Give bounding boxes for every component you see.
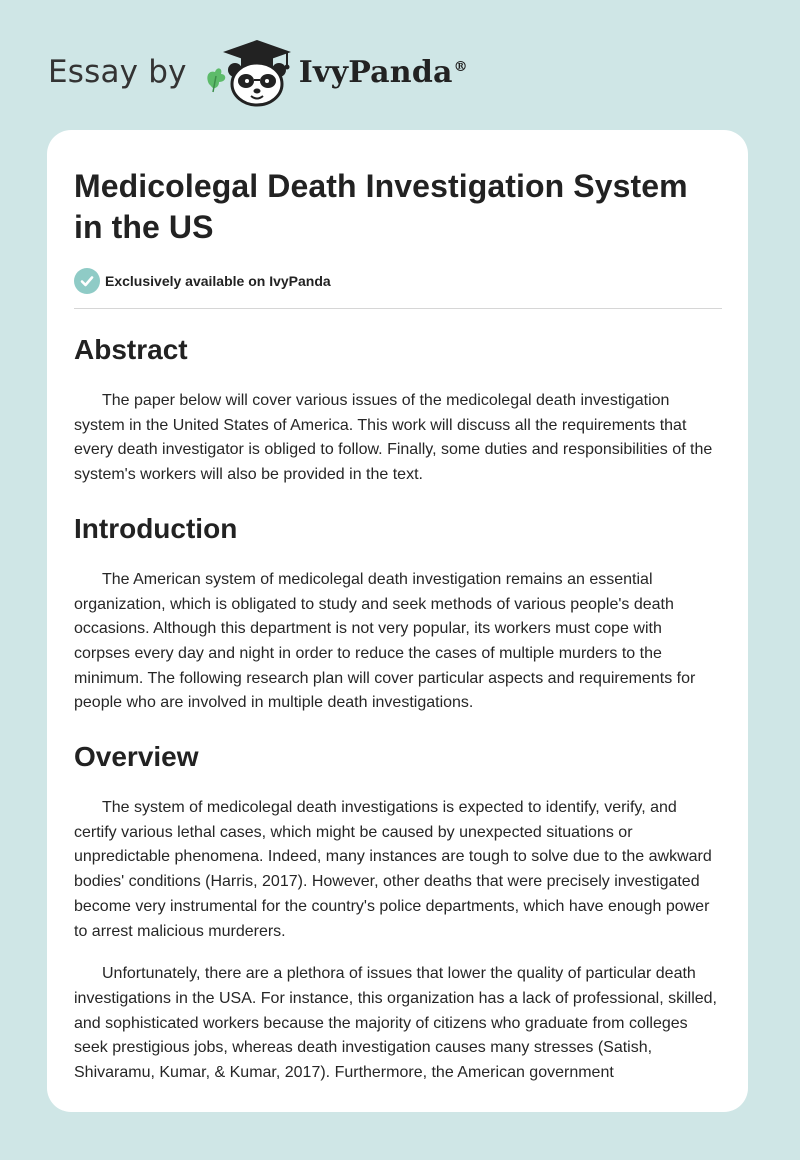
essay-content bbox=[47, 130, 748, 1086]
overview-paragraph-1: The system of medicolegal death investigations is expected to identify, verify, and certify various lethal cases, which might be caused by unexpected situations or unpredictable phenomena. Indeed, many instances are tough to solve due to the awkward bodies' conditions (Harris, 2017). However, other deaths that were precisely investigated become very instrumental for the country's police departments, which have enough power to arrest malicious murderers. bbox=[74, 799, 712, 940]
ivypanda-logo[interactable] bbox=[201, 36, 468, 108]
section-heading-overview: Overview bbox=[74, 741, 199, 773]
abstract-paragraph: The paper below will cover various issues of the medicolegal death investigation system in the United States of America. This work will discuss all the requirements that every death investigator is obliged to follow. Finally, some duties and responsibilities of the system's workers will also be provided in the text. bbox=[74, 392, 713, 484]
section-heading-introduction: Introduction bbox=[74, 512, 238, 544]
exclusive-badge-text: Exclusively available on IvyPanda bbox=[105, 273, 331, 289]
overview-paragraph-2: Unfortunately, there are a plethora of issues that lower the quality of particular death investigations in the USA. For instance, this organization has a lack of professional, skilled, and sophisticated workers because the majority of citizens who graduate from colleges seek prestigious jobs, whereas death investigation causes many stresses (Satish, Shivaramu, Kumar, & Kumar, 2017). Furthermore, the American government bbox=[74, 965, 717, 1082]
brand-name: IvyPanda® bbox=[298, 54, 468, 90]
essay-by-label: Essay by bbox=[48, 54, 187, 90]
site-header bbox=[48, 34, 468, 110]
essay-card bbox=[47, 130, 748, 1112]
section-heading-abstract: Abstract bbox=[74, 334, 188, 365]
check-icon bbox=[74, 268, 100, 294]
introduction-paragraph: The American system of medicolegal death investigation remains an essential organization, which is obligated to study and seek methods of various people's death occasions. Although this department is not very popular, its workers must cope with corpses every day and night in order to reduce the cases of multiple murders to the minimum. The following research plan will cover particular aspects and requirements for people who are involved in multiple death investigations. bbox=[74, 570, 696, 712]
essay-title: Medicolegal Death Investigation System in the US bbox=[74, 168, 688, 245]
panda-graduate-icon bbox=[201, 36, 293, 108]
exclusive-badge bbox=[74, 268, 722, 309]
